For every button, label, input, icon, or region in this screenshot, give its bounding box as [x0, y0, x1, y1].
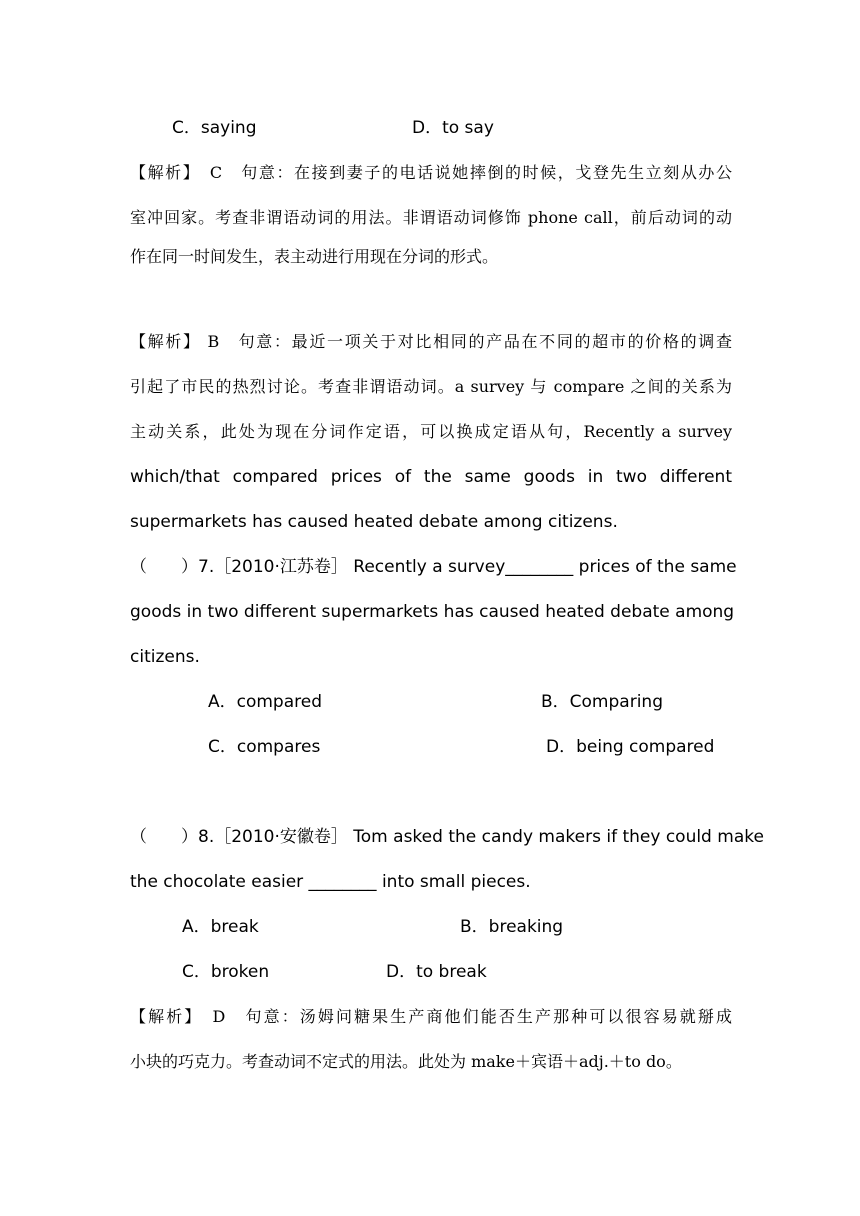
q7-stem-line-1: （ ）7.［2010·江苏卷］ Recently a survey________ prices of the same	[130, 557, 737, 577]
q7-stem-line-2: goods in two different supermarkets has caused heated debate among	[130, 602, 735, 622]
q8-option-a: A．break	[182, 917, 259, 937]
q8-stem-line-2: the chocolate easier ________ into small pieces.	[130, 872, 531, 892]
q7-analysis-line-2: 引起了市民的热烈讨论。考查非谓语动词。a survey 与 compare 之间的关系为	[130, 377, 732, 396]
q8-option-b: B．breaking	[460, 917, 564, 937]
q7-stem-line-3: citizens.	[130, 647, 200, 667]
q7-option-a: A．compared	[208, 692, 323, 712]
q7-option-c: C．compares	[208, 737, 321, 757]
prev-analysis-line-1: 【解析】 C 句意：在接到妻子的电话说她摔倒的时候，戈登先生立刻从办公	[130, 163, 732, 182]
prev-option-c: C．saying	[172, 118, 257, 138]
q7-option-d: D．being compared	[546, 737, 715, 757]
prev-analysis-line-2: 室冲回家。考查非谓语动词的用法。非谓语动词修饰 phone call，前后动词的动	[130, 208, 732, 227]
prev-analysis-line-3: 作在同一时间发生，表主动进行用现在分词的形式。	[130, 247, 499, 266]
q8-analysis-line-1: 【解析】 D 句意：汤姆问糖果生产商他们能否生产那种可以很容易就掰成	[130, 1007, 732, 1026]
prev-option-d: D．to say	[412, 118, 494, 138]
q8-analysis-line-2: 小块的巧克力。考查动词不定式的用法。此处为 make＋宾语＋adj.＋to do。	[130, 1052, 682, 1071]
q7-analysis-line-3: 主动关系，此处为现在分词作定语，可以换成定语从句，Recently a survey	[130, 422, 732, 441]
q8-option-c: C．broken	[182, 962, 270, 982]
q8-option-d: D．to break	[386, 962, 487, 982]
q7-option-b: B．Comparing	[541, 692, 663, 712]
q7-analysis-line-4: which/that compared prices of the same goods in two different	[130, 467, 732, 487]
q7-analysis-line-5: supermarkets has caused heated debate among citizens.	[130, 512, 618, 532]
q7-analysis-line-1: 【解析】 B 句意：最近一项关于对比相同的产品在不同的超市的价格的调查	[130, 332, 732, 351]
q8-stem-line-1: （ ）8.［2010·安徽卷］ Tom asked the candy makers if they could make	[130, 827, 764, 847]
